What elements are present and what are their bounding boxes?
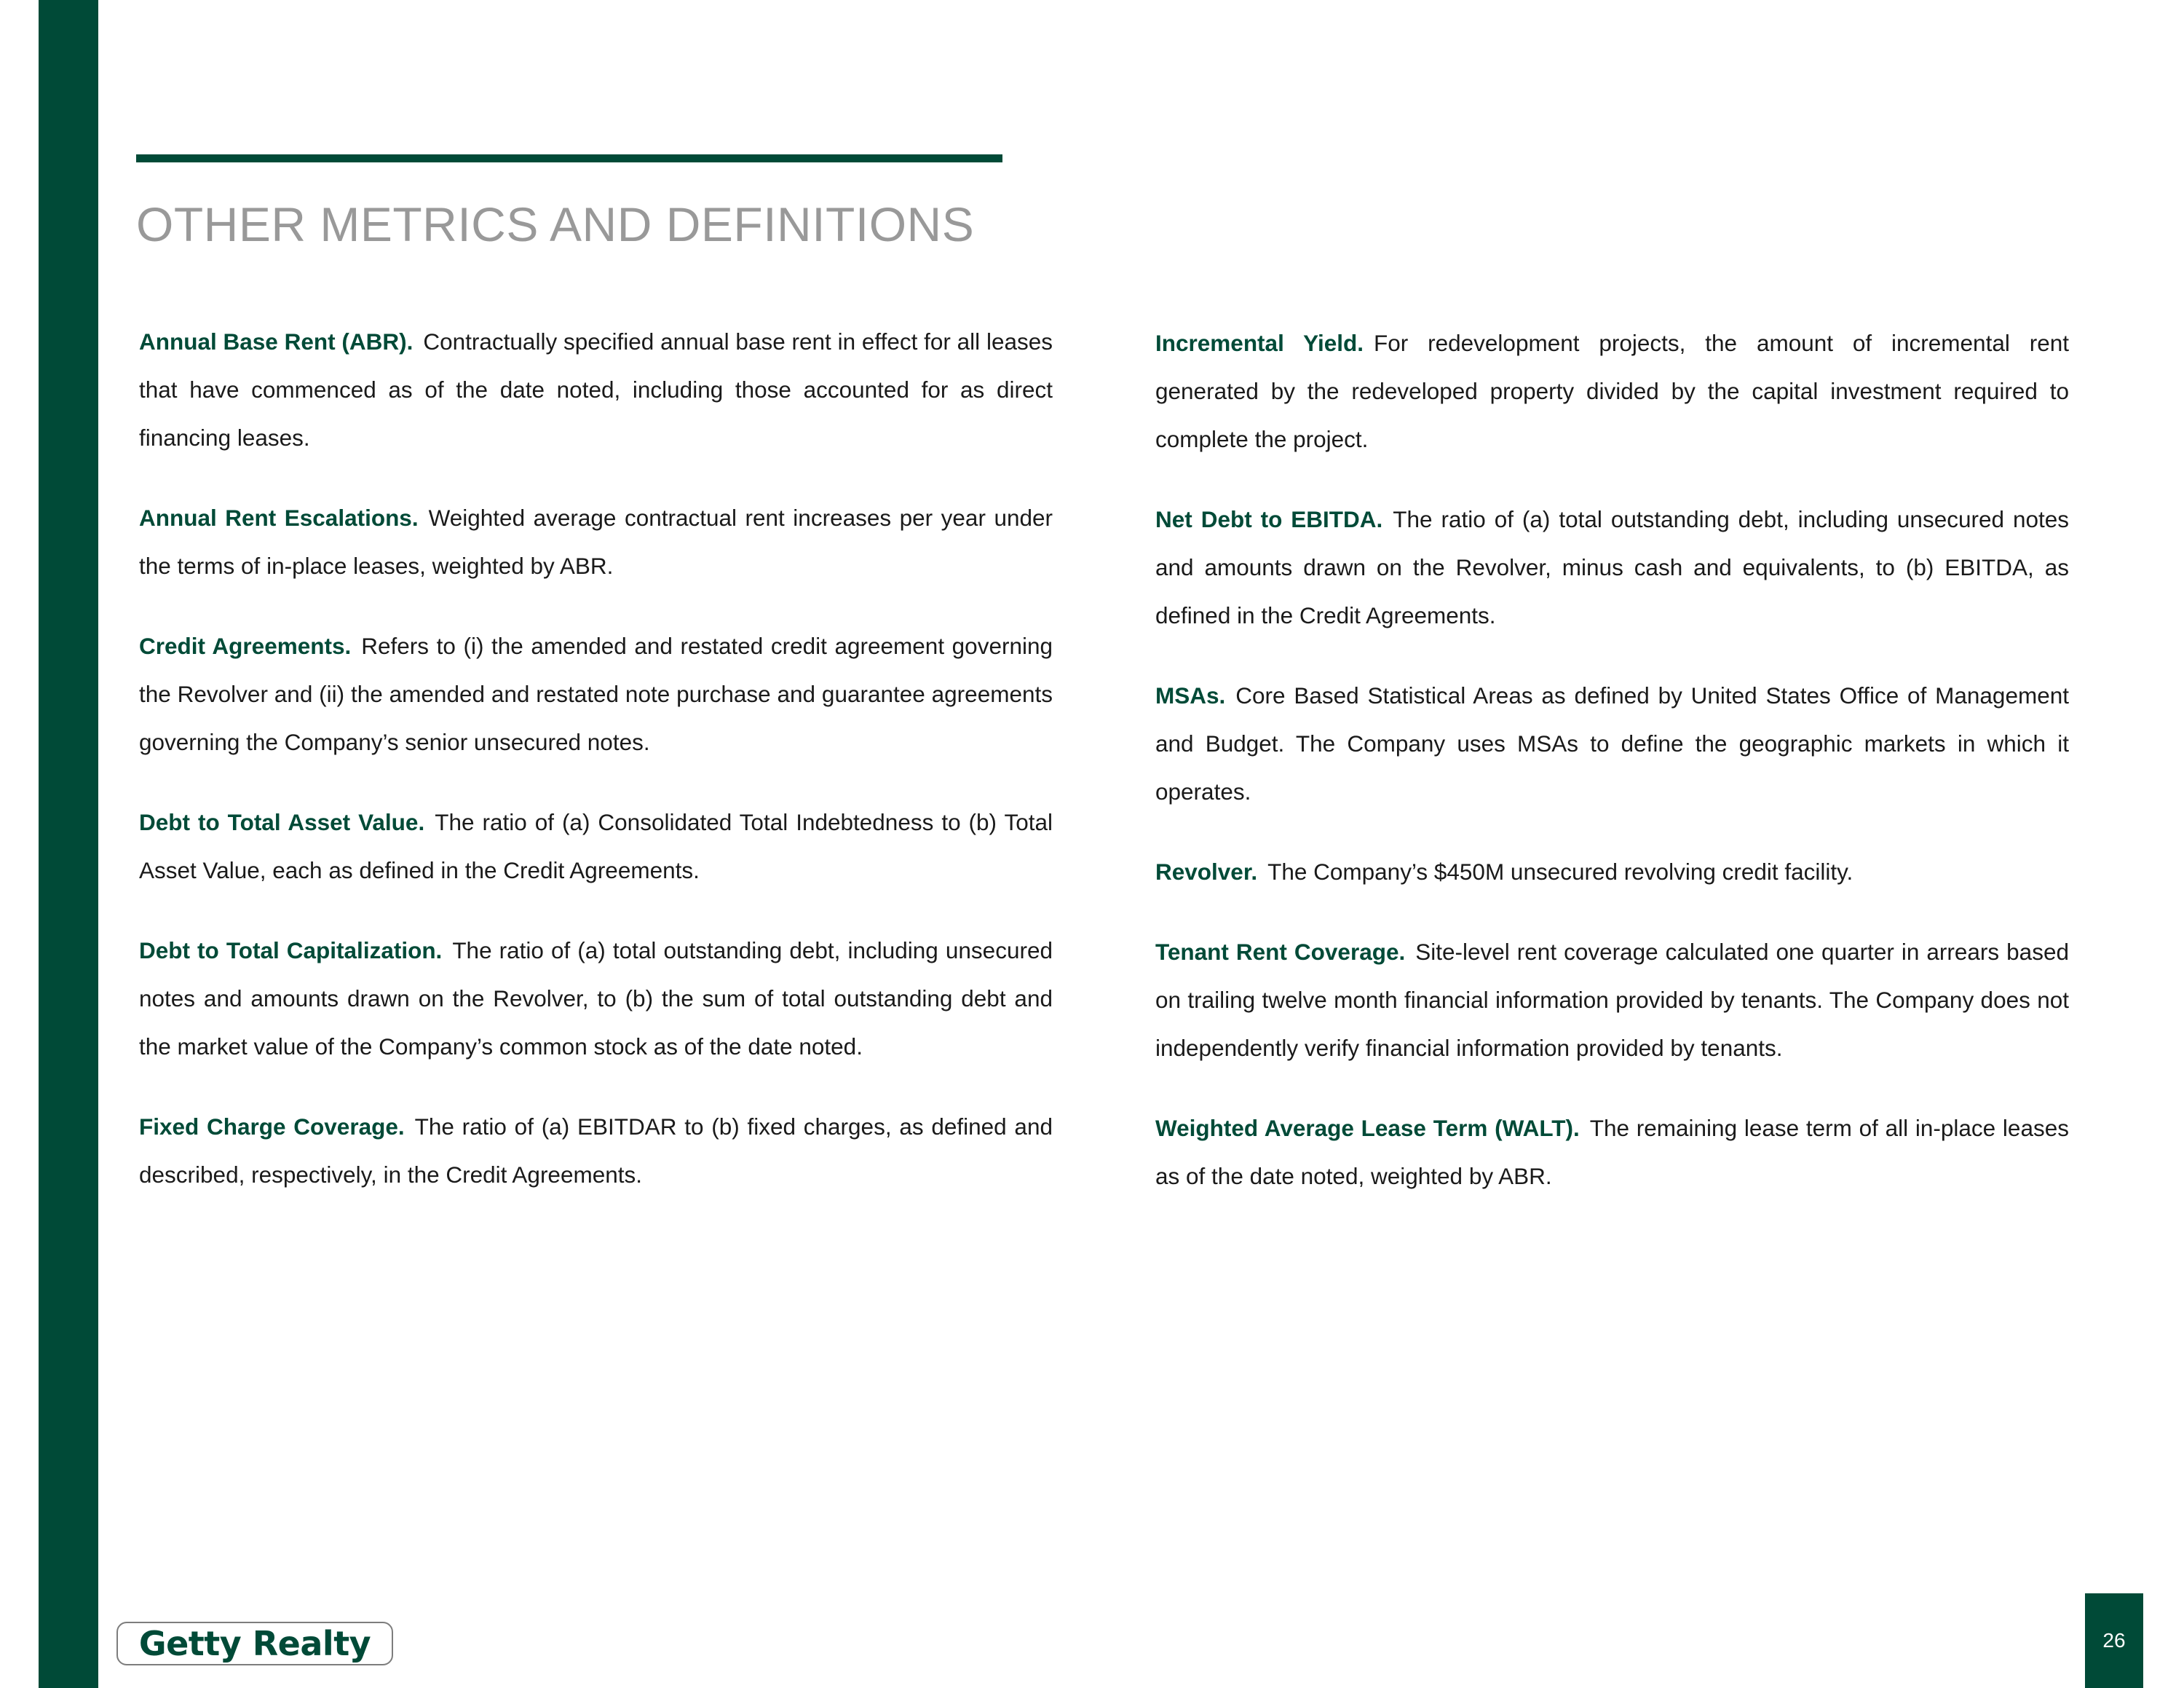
definition-debt-to-total-capitalization	[139, 926, 1053, 1070]
definition-term: Annual Rent Escalations.	[139, 505, 419, 531]
title-rule	[136, 154, 1002, 162]
definition-credit-agreements	[139, 622, 1053, 766]
definition-term: Revolver.	[1155, 859, 1258, 885]
page-number-badge	[2085, 1593, 2143, 1688]
definition-text: Weighted average contractual rent increases per year under the terms of in-place leases, weighted by ABR.	[139, 505, 1053, 579]
page-number: 26	[2102, 1629, 2126, 1652]
logo-text: Getty Realty	[138, 1624, 371, 1663]
definition-annual-rent-escalations	[139, 494, 1053, 590]
getty-realty-logo	[116, 1622, 393, 1665]
definition-text: For redevelopment projects, the amount of incremental rent generated by the redeveloped property divided by the capital investment required to complete the project.	[1155, 330, 2069, 452]
definitions-left-column	[139, 318, 1053, 1231]
definition-text: The ratio of (a) total outstanding debt, including unsecured notes and amounts drawn on the Revolver, minus cash and equivalents, to (b) EBITDA, as defined in the Credit Agreements.	[1155, 506, 2069, 628]
left-accent-bar	[39, 0, 98, 1688]
definition-text: Contractually specified annual base rent in effect for all leases that have commenced as of the date noted, including those accounted for as direct financing leases.	[139, 328, 1053, 451]
definition-text: The Company’s $450M unsecured revolving credit facility.	[1267, 859, 1853, 885]
definition-text: Refers to (i) the amended and restated credit agreement governing the Revolver and (ii) the amended and restated note purchase and guarantee agreements governing the Company’s senior unsecured notes.	[139, 633, 1053, 755]
definition-term: Annual Base Rent (ABR).	[139, 328, 414, 355]
definition-term: Debt to Total Asset Value.	[139, 809, 425, 835]
definition-term: Fixed Charge Coverage.	[139, 1113, 405, 1140]
definition-term: Net Debt to EBITDA.	[1155, 506, 1383, 532]
definition-text: Site-level rent coverage calculated one quarter in arrears based on trailing twelve month financial information provided by tenants. The Company does not independently verify financial information provided by tenants.	[1155, 939, 2069, 1061]
definition-walt	[1155, 1104, 2069, 1200]
definition-term: Weighted Average Lease Term (WALT).	[1155, 1115, 1580, 1141]
definition-term: Tenant Rent Coverage.	[1155, 939, 1406, 965]
definition-revolver	[1155, 848, 2069, 896]
definition-net-debt-to-ebitda	[1155, 495, 2069, 639]
definition-term: MSAs.	[1155, 682, 1226, 709]
definition-text: The remaining lease term of all in-place leases as of the date noted, weighted by ABR.	[1155, 1115, 2069, 1189]
definition-term: Credit Agreements.	[139, 633, 352, 659]
page-title: OTHER METRICS AND DEFINITIONS	[136, 197, 975, 251]
definition-text: The ratio of (a) total outstanding debt, including unsecured notes and amounts drawn on the Revolver, to (b) the sum of total outstanding debt and the market value of the Company’s common stock as of the date noted.	[139, 937, 1053, 1060]
definition-debt-to-total-asset-value	[139, 798, 1053, 894]
definition-tenant-rent-coverage	[1155, 928, 2069, 1072]
definition-text: Core Based Statistical Areas as defined by United States Office of Management and Budget. The Company uses MSAs to define the geographic markets in which it operates.	[1155, 682, 2069, 805]
definition-fixed-charge-coverage	[139, 1103, 1053, 1199]
definition-term: Debt to Total Capitalization.	[139, 937, 443, 963]
definition-text: The ratio of (a) Consolidated Total Indebtedness to (b) Total Asset Value, each as defined in the Credit Agreements.	[139, 809, 1053, 883]
definition-incremental-yield	[1155, 319, 2069, 463]
definition-term: Incremental Yield.	[1155, 330, 1364, 356]
definition-text: The ratio of (a) EBITDAR to (b) fixed charges, as defined and described, respectively, in the Credit Agreements.	[139, 1113, 1053, 1188]
definition-abr	[139, 318, 1053, 462]
definitions-right-column	[1155, 319, 2069, 1232]
definition-msas	[1155, 671, 2069, 816]
